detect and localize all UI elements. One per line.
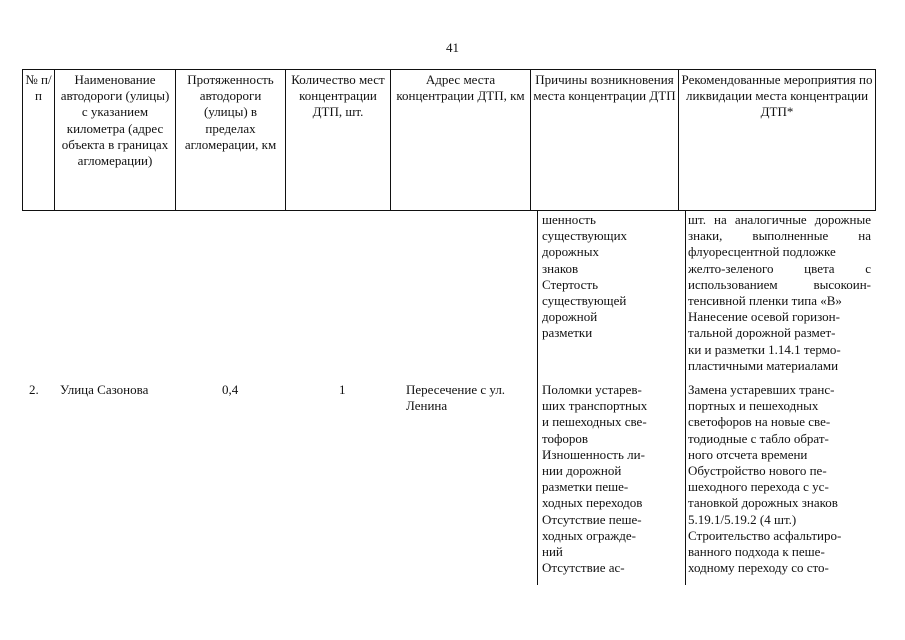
column-divider-measures	[685, 211, 686, 585]
text-line: Поломки устарев-	[542, 382, 642, 397]
header-road-name: Наименование автодороги (улицы) с указанием километра (адрес объекта в границах агломерации)	[55, 70, 176, 211]
row2-measures	[688, 382, 871, 576]
text-line: ванного подхода к пеше-	[688, 544, 825, 560]
header-length: Протяженность автодороги (улицы) в пределах агломерации, км	[176, 70, 286, 211]
row2-length: 0,4	[222, 382, 239, 397]
header-causes: Причины возникновения места концентрации ДТП	[531, 70, 679, 211]
text-line: ки и разметки 1.14.1 термо-	[688, 341, 841, 357]
text-line: тановкой дорожных знаков	[688, 495, 838, 511]
text-line: шт. на аналогичные дорожные знаки, выполненные на	[688, 212, 871, 244]
text-line: тальной дорожной размет-	[688, 325, 836, 341]
text-line: желто-зеленого цвета с использованием высокоин-	[688, 260, 871, 292]
row2-causes	[542, 382, 682, 576]
text-line: ших транспортных	[542, 398, 648, 414]
text-line: шенность существующих дорожных	[542, 212, 628, 260]
text-line: Замена устаревших транс-	[688, 382, 835, 397]
text-line: 5.19.1/5.19.2 (4 шт.)	[688, 511, 797, 527]
text-line: ний	[542, 544, 563, 560]
table-header	[22, 69, 876, 211]
header-address: Адрес места концентрации ДТП, км	[391, 70, 531, 211]
text-line: ного отсчета времени	[688, 446, 808, 462]
text-line: светофоров на новые све-	[688, 414, 831, 430]
column-divider-causes	[537, 211, 538, 585]
text-line: тодиодные с табло обрат-	[688, 430, 829, 446]
page-number: 41	[446, 40, 459, 55]
text-line: портных и пешеходных	[688, 398, 819, 414]
text-line: знаков	[542, 260, 579, 276]
text-line: Отсутствие ас-	[542, 560, 625, 576]
continuation-measures	[688, 212, 871, 374]
text-line: Обустройство нового пе-	[688, 463, 827, 479]
text-line: ходному переходу со сто-	[688, 560, 829, 576]
row2-address: Пересечение с ул. Ленина	[406, 382, 506, 414]
text-line: тенсивной пленки типа «В»	[688, 293, 842, 309]
text-line: Стертость существующей дорожной	[542, 276, 627, 325]
text-line: пластичными материалами	[688, 357, 839, 373]
text-line: тофоров	[542, 430, 589, 446]
text-line: ходных переходов	[542, 495, 643, 511]
header-number: № п/п	[23, 70, 55, 211]
text-line: Отсутствие пеше-	[542, 511, 642, 527]
text-line: Изношенность ли-	[542, 446, 645, 462]
text-line: ходных огражде-	[542, 527, 636, 543]
text-line: нии дорожной	[542, 463, 622, 479]
text-line: Строительство асфальтиро-	[688, 527, 842, 543]
header-measures: Рекомендованные мероприятия по ликвидации места концентрации ДТП*	[679, 70, 876, 211]
row2-count: 1	[339, 382, 346, 397]
text-line: разметки	[542, 325, 593, 341]
text-line: Нанесение осевой горизон-	[688, 309, 840, 325]
text-line: шеходного перехода с ус-	[688, 479, 829, 495]
row2-number: 2.	[29, 382, 39, 397]
row2-road-name: Улица Сазонова	[60, 382, 149, 397]
text-line: и пешеходных све-	[542, 414, 647, 430]
text-line: флуоресцентной подложке	[688, 244, 836, 260]
continuation-causes	[542, 212, 680, 342]
header-count: Количество мест концентрации ДТП, шт.	[286, 70, 391, 211]
text-line: разметки пеше-	[542, 479, 629, 495]
